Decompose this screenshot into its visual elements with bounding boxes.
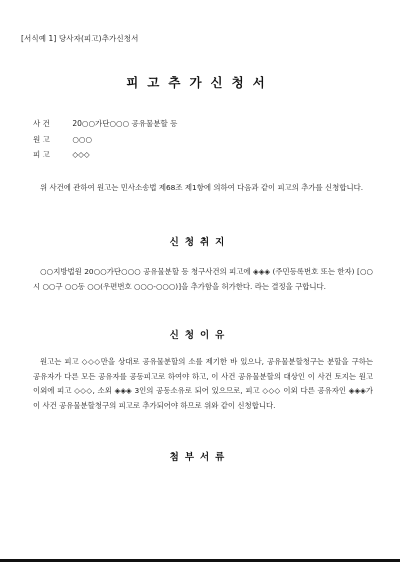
purpose-paragraph — [33, 265, 373, 294]
intro-paragraph — [33, 181, 373, 196]
purpose-text: ○○지방법원 20○○가단○○○ 공유물분할 등 청구사건의 피고에 ◈◈◈ (주민등록번호 또는 한자) [○○시 ○○구 ○○동 ○○(우편번호 ○○○-○○○)]을 추가함을 허가한다. 라는 결정을 구합니다. — [33, 267, 373, 291]
purpose-heading: 신청취지 — [169, 237, 231, 248]
case-row-plaintiff — [33, 132, 177, 148]
reason-paragraph — [33, 355, 373, 413]
defendant-label: 피 고 — [33, 150, 50, 159]
bottom-rule — [0, 559, 400, 562]
plaintiff-label: 원 고 — [33, 134, 50, 144]
document-title: 피고추가신청서 — [126, 75, 274, 90]
case-row-defendant — [33, 147, 177, 163]
defendant-value: ◇◇◇ — [72, 150, 90, 159]
form-label: [서식예 1] 당사자(피고)추가신청서 — [21, 34, 139, 43]
case-row-case — [33, 116, 177, 132]
reason-text: 원고는 피고 ◇◇◇만을 상대로 공유물분할의 소를 제기한 바 있으나, 공유물분할청구는 분할을 구하는 공유자가 다른 모든 공유자를 공동피고로 하여야 하고, 이 사건 공유물분할의 대상인 이 사건 토지는 원고 이외에 피고 ◇◇◇, 소외 ◈◈◈ 3인의 공동소유로 되어 있으므로, 피고 ◇◇◇ 이외 다른 공유자인 ◈◈◈가 이 사건 공유물분할청구의 피고로 추가되어야 하므로 위와 같이 신청합니다. — [33, 357, 373, 410]
intro-text: 위 사건에 관하여 원고는 민사소송법 제68조 제1항에 의하여 다음과 같이 피고의 추가를 신청합니다. — [40, 183, 364, 192]
case-value: 20○○가단○○○ 공유물분할 등 — [72, 119, 178, 128]
plaintiff-value: ○○○ — [72, 134, 93, 144]
case-info — [33, 116, 177, 163]
attachments-heading: 첨부서류 — [169, 452, 231, 463]
case-label: 사 건 — [33, 119, 50, 128]
reason-heading: 신청이유 — [169, 330, 231, 341]
